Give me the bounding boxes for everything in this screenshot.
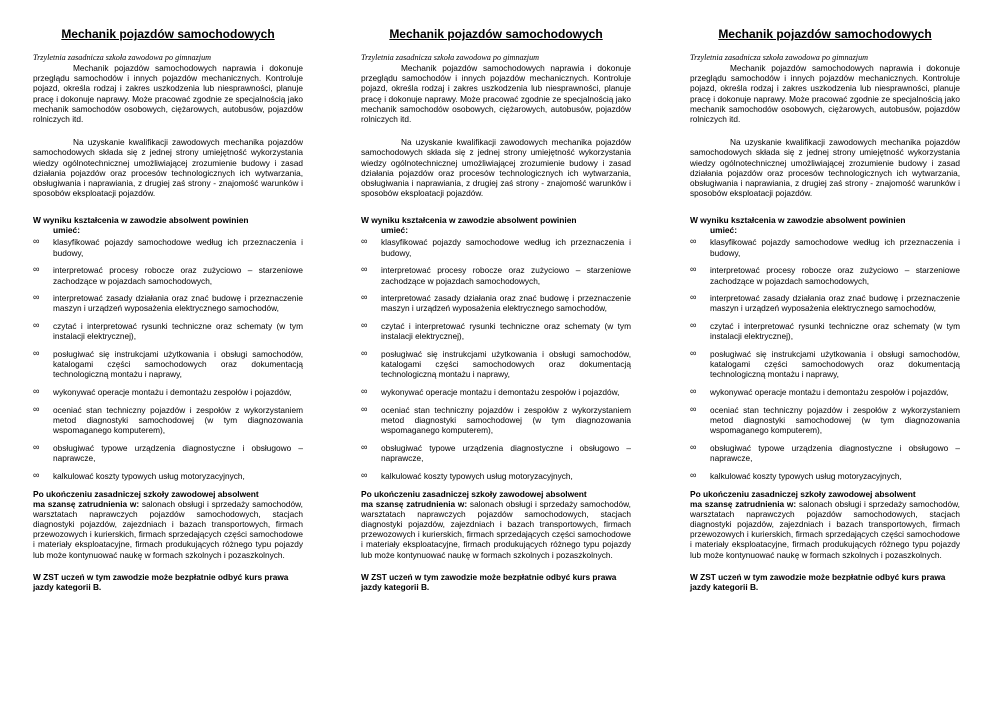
infinity-bullet-icon: ∞ (361, 236, 368, 247)
school-type: Trzyletnia zasadnicza szkoła zawodowa po gimnazjum (361, 53, 540, 62)
list-item: ∞ obsługiwać typowe urządzenia diagnostyczne i obsługowo – naprawcze, (361, 441, 631, 464)
infinity-bullet-icon: ∞ (361, 403, 368, 414)
list-item: ∞ wykonywać operacje montażu i demontażu zespołów i pojazdów, (33, 386, 292, 398)
list-item: ∞ posługiwać się instrukcjami użytkowania i obsługi samochodów, katalogami części samochodowych oraz dokumentacją technologiczną montażu i naprawy, (690, 348, 960, 380)
infinity-bullet-icon: ∞ (690, 469, 697, 480)
career-heading: Po ukończeniu zasadniczej szkoły zawodowej absolwent (33, 488, 259, 499)
list-item: ∞ kalkulować koszty typowych usług motoryzacyjnych, (361, 469, 573, 481)
infinity-bullet-icon: ∞ (690, 348, 697, 359)
list-item: ∞ wykonywać operacje montażu i demontażu zespołów i pojazdów, (361, 386, 620, 398)
list-item: ∞ interpretować zasady działania oraz znać budowę i przeznaczenie maszyn i urządzeń wyposażenia elektrycznego samochodów, (33, 292, 303, 314)
infinity-bullet-icon: ∞ (690, 292, 697, 303)
list-item: ∞ wykonywać operacje montażu i demontażu zespołów i pojazdów, (690, 386, 949, 398)
career-opportunities: ma szansę zatrudnienia w: salonach obsługi i sprzedaży samochodów, warsztatach naprawczych pojazdów samochodowych, stacjach diagnostyki pojazdów, zajezdniach i bazach transportowych, firmach przewozowych i kurierskich, firmach sprzedających części samochodowe i materiały eksploatacyjne, firmach produkujących różnego typu pojazdy lub może kontynuować naukę w formach szkolnych i pozaszkolnych. (690, 498, 960, 560)
qualification-description: Na uzyskanie kwalifikacji zawodowych mechanika pojazdów samochodowych składa się z jednej strony umiejętność wykorzystania wiedzy ogólnotechnicznej umożliwiającej zrozumienie budowy i zasad działania pojazdów oraz procesów technologicznych ich wytwarzania, obsługiwania i naprawiania, z drugiej zaś strony - znajomość warunków i sposobów eksploatacji pojazdów. (361, 137, 631, 199)
list-item: ∞ klasyfikować pojazdy samochodowe według ich przeznaczenia i budowy, (33, 236, 303, 258)
infinity-bullet-icon: ∞ (33, 292, 40, 303)
list-item: ∞ oceniać stan techniczny pojazdów i zespołów z wykorzystaniem metod diagnostyki samochodowej (w tym diagnozowania wspomaganego komputerem), (33, 403, 303, 436)
list-item: ∞ czytać i interpretować rysunki techniczne oraz schematy (w tym instalacji elektrycznej), (361, 320, 631, 342)
infinity-bullet-icon: ∞ (33, 386, 40, 397)
profession-description: Mechanik pojazdów samochodowych naprawia i dokonuje przeglądu samochodów i innych pojazdów mechanicznych. Kontroluje pojazd, określa rodzaj i zakres uszkodzenia lub niesprawności, planuje pracę i dokonuje naprawy. Może pracować zgodnie ze specjalnością jako mechanik samochodów osobowych, ciężarowych, autobusów, pojazdów rolniczych itd. (361, 63, 631, 125)
infinity-bullet-icon: ∞ (361, 292, 368, 303)
skills-heading: W wyniku kształcenia w zawodzie absolwent powinien umieć: (361, 215, 577, 236)
infinity-bullet-icon: ∞ (690, 386, 697, 397)
skills-list (33, 237, 303, 481)
infinity-bullet-icon: ∞ (361, 469, 368, 480)
leaflet-column-2 (361, 0, 631, 701)
driving-license-note: W ZST uczeń w tym zawodzie może bezpłatnie odbyć kurs prawa jazdy kategorii B. (33, 571, 289, 593)
qualification-description: Na uzyskanie kwalifikacji zawodowych mechanika pojazdów samochodowych składa się z jednej strony umiejętność wykorzystania wiedzy ogólnotechnicznej umożliwiającej zrozumienie budowy i zasad działania pojazdów oraz procesów technologicznych ich wytwarzania, obsługiwania i naprawiania, z drugiej zaś strony - znajomość warunków i sposobów eksploatacji pojazdów. (33, 137, 303, 199)
list-item: ∞ interpretować zasady działania oraz znać budowę i przeznaczenie maszyn i urządzeń wyposażenia elektrycznego samochodów, (361, 292, 631, 314)
infinity-bullet-icon: ∞ (690, 264, 697, 275)
profession-description: Mechanik pojazdów samochodowych naprawia i dokonuje przeglądu samochodów i innych pojazdów mechanicznych. Kontroluje pojazd, określa rodzaj i zakres uszkodzenia lub niesprawności, planuje pracę i dokonuje naprawy. Może pracować zgodnie ze specjalnością jako mechanik samochodów osobowych, ciężarowych, autobusów, pojazdów rolniczych itd. (690, 63, 960, 125)
school-type: Trzyletnia zasadnicza szkoła zawodowa po gimnazjum (33, 53, 212, 62)
infinity-bullet-icon: ∞ (33, 469, 40, 480)
infinity-bullet-icon: ∞ (361, 264, 368, 275)
list-item: ∞ klasyfikować pojazdy samochodowe według ich przeznaczenia i budowy, (361, 236, 631, 258)
skills-list (361, 237, 631, 481)
list-item: ∞ posługiwać się instrukcjami użytkowania i obsługi samochodów, katalogami części samochodowych oraz dokumentacją technologiczną montażu i naprawy, (361, 348, 631, 380)
career-opportunities: ma szansę zatrudnienia w: salonach obsługi i sprzedaży samochodów, warsztatach naprawczych pojazdów samochodowych, stacjach diagnostyki pojazdów, zajezdniach i bazach transportowych, firmach przewozowych i kurierskich, firmach sprzedających części samochodowe i materiały eksploatacyjne, firmach produkujących różnego typu pojazdy lub może kontynuować naukę w formach szkolnych i pozaszkolnych. (33, 498, 303, 560)
list-item: ∞ kalkulować koszty typowych usług motoryzacyjnych, (33, 469, 245, 481)
career-opportunities: ma szansę zatrudnienia w: salonach obsługi i sprzedaży samochodów, warsztatach naprawczych pojazdów samochodowych, stacjach diagnostyki pojazdów, zajezdniach i bazach transportowych, firmach przewozowych i kurierskich, firmach sprzedających części samochodowe i materiały eksploatacyjne, firmach produkujących różnego typu pojazdy lub może kontynuować naukę w formach szkolnych i pozaszkolnych. (361, 498, 631, 560)
list-item: ∞ interpretować procesy robocze oraz zużyciowo – starzeniowe zachodzące w pojazdach samochodowych, (33, 264, 303, 286)
list-item: ∞ obsługiwać typowe urządzenia diagnostyczne i obsługowo – naprawcze, (690, 441, 960, 464)
list-item: ∞ interpretować zasady działania oraz znać budowę i przeznaczenie maszyn i urządzeń wyposażenia elektrycznego samochodów, (690, 292, 960, 314)
driving-license-note: W ZST uczeń w tym zawodzie może bezpłatnie odbyć kurs prawa jazdy kategorii B. (361, 571, 617, 593)
infinity-bullet-icon: ∞ (361, 386, 368, 397)
infinity-bullet-icon: ∞ (33, 403, 40, 414)
list-item: ∞ oceniać stan techniczny pojazdów i zespołów z wykorzystaniem metod diagnostyki samochodowej (w tym diagnozowania wspomaganego komputerem), (690, 403, 960, 436)
infinity-bullet-icon: ∞ (33, 320, 40, 331)
qualification-description: Na uzyskanie kwalifikacji zawodowych mechanika pojazdów samochodowych składa się z jednej strony umiejętność wykorzystania wiedzy ogólnotechnicznej umożliwiającej zrozumienie budowy i zasad działania pojazdów oraz procesów technologicznych ich wytwarzania, obsługiwania i naprawiania, z drugiej zaś strony - znajomość warunków i sposobów eksploatacji pojazdów. (690, 137, 960, 199)
skills-heading: W wyniku kształcenia w zawodzie absolwent powinien umieć: (33, 215, 249, 236)
list-item: ∞ kalkulować koszty typowych usług motoryzacyjnych, (690, 469, 902, 481)
infinity-bullet-icon: ∞ (33, 348, 40, 359)
list-item: ∞ posługiwać się instrukcjami użytkowania i obsługi samochodów, katalogami części samochodowych oraz dokumentacją technologiczną montażu i naprawy, (33, 348, 303, 380)
infinity-bullet-icon: ∞ (33, 236, 40, 247)
infinity-bullet-icon: ∞ (361, 441, 368, 452)
leaflet-column-1 (33, 0, 303, 701)
driving-license-note: W ZST uczeń w tym zawodzie może bezpłatnie odbyć kurs prawa jazdy kategorii B. (690, 571, 946, 593)
infinity-bullet-icon: ∞ (690, 403, 697, 414)
skills-list (690, 237, 960, 481)
infinity-bullet-icon: ∞ (690, 320, 697, 331)
page-title: Mechanik pojazdów samochodowych (389, 27, 603, 41)
page-title: Mechanik pojazdów samochodowych (718, 27, 932, 41)
infinity-bullet-icon: ∞ (33, 441, 40, 452)
list-item: ∞ czytać i interpretować rysunki techniczne oraz schematy (w tym instalacji elektrycznej), (690, 320, 960, 342)
infinity-bullet-icon: ∞ (690, 441, 697, 452)
profession-description: Mechanik pojazdów samochodowych naprawia i dokonuje przeglądu samochodów i innych pojazdów mechanicznych. Kontroluje pojazd, określa rodzaj i zakres uszkodzenia lub niesprawności, planuje pracę i dokonuje naprawy. Może pracować zgodnie ze specjalnością jako mechanik samochodów osobowych, ciężarowych, autobusów, pojazdów rolniczych itd. (33, 63, 303, 125)
school-type: Trzyletnia zasadnicza szkoła zawodowa po gimnazjum (690, 53, 869, 62)
list-item: ∞ interpretować procesy robocze oraz zużyciowo – starzeniowe zachodzące w pojazdach samochodowych, (690, 264, 960, 286)
skills-heading: W wyniku kształcenia w zawodzie absolwent powinien umieć: (690, 215, 906, 236)
leaflet-column-3 (690, 0, 960, 701)
infinity-bullet-icon: ∞ (361, 348, 368, 359)
list-item: ∞ klasyfikować pojazdy samochodowe według ich przeznaczenia i budowy, (690, 236, 960, 258)
infinity-bullet-icon: ∞ (690, 236, 697, 247)
list-item: ∞ oceniać stan techniczny pojazdów i zespołów z wykorzystaniem metod diagnostyki samochodowej (w tym diagnozowania wspomaganego komputerem), (361, 403, 631, 436)
list-item: ∞ obsługiwać typowe urządzenia diagnostyczne i obsługowo – naprawcze, (33, 441, 303, 464)
list-item: ∞ interpretować procesy robocze oraz zużyciowo – starzeniowe zachodzące w pojazdach samochodowych, (361, 264, 631, 286)
career-heading: Po ukończeniu zasadniczej szkoły zawodowej absolwent (690, 488, 916, 499)
career-heading: Po ukończeniu zasadniczej szkoły zawodowej absolwent (361, 488, 587, 499)
infinity-bullet-icon: ∞ (33, 264, 40, 275)
list-item: ∞ czytać i interpretować rysunki techniczne oraz schematy (w tym instalacji elektrycznej), (33, 320, 303, 342)
infinity-bullet-icon: ∞ (361, 320, 368, 331)
page-title: Mechanik pojazdów samochodowych (61, 27, 275, 41)
